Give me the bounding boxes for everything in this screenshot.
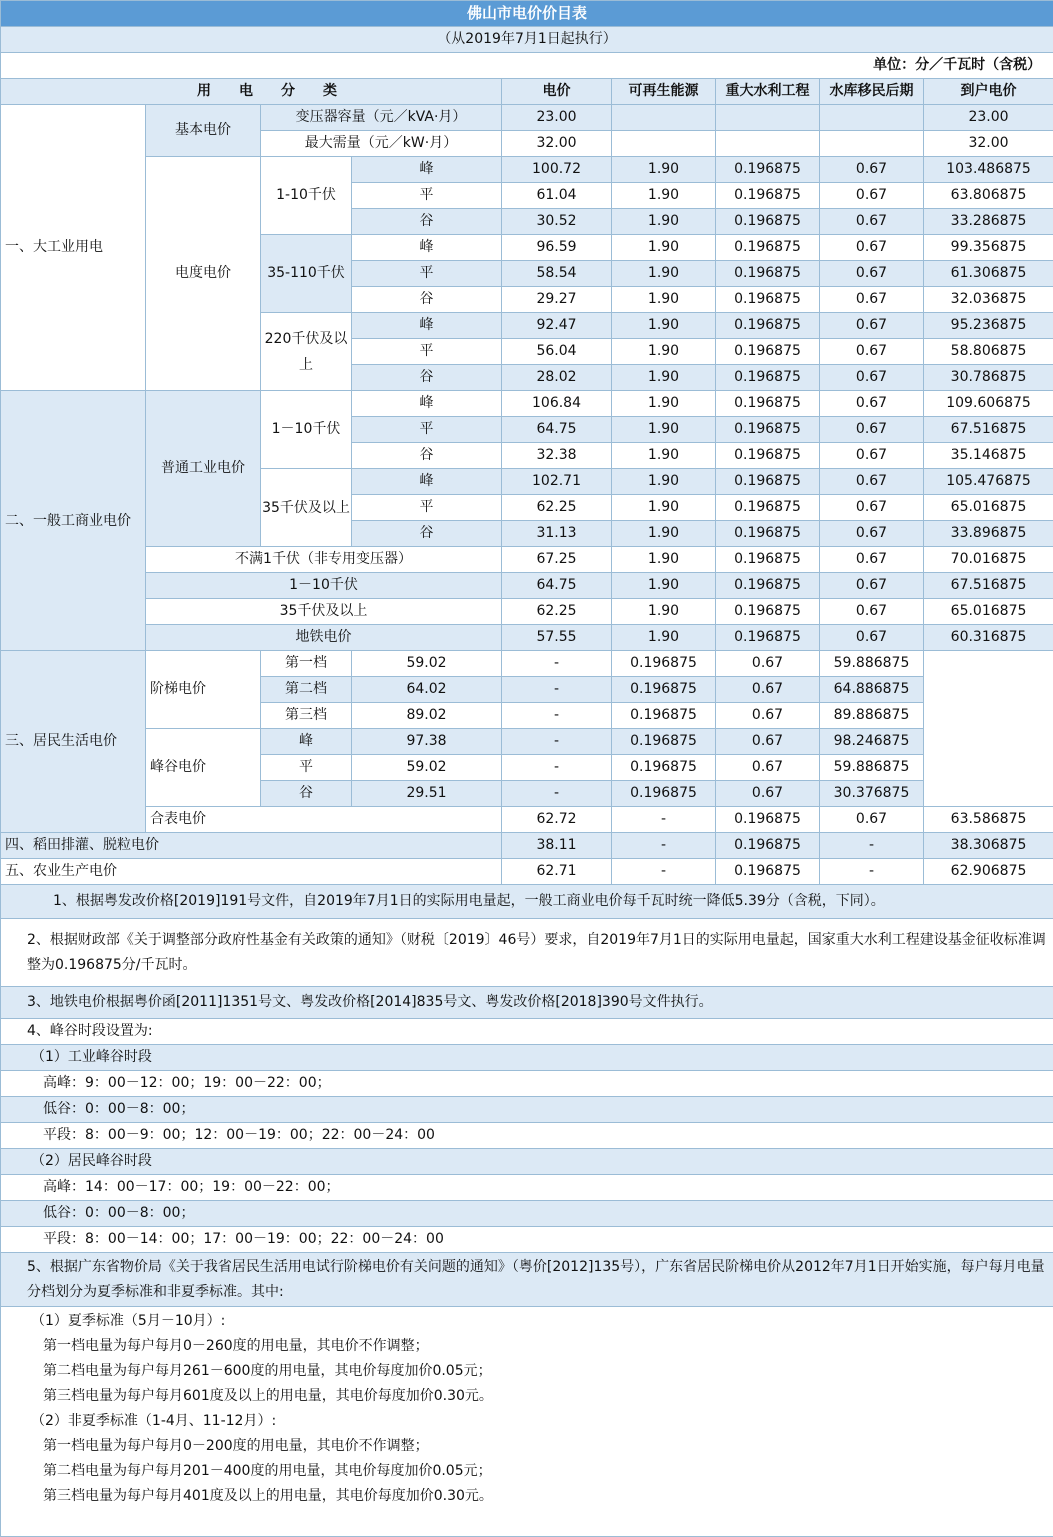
table-cell: 102.71 (502, 469, 612, 495)
table-cell: 89.886875 (820, 703, 924, 729)
table-cell: 62.25 (502, 495, 612, 521)
table-cell: 普通工业电价 (146, 391, 261, 547)
table-cell: 61.04 (502, 183, 612, 209)
table-cell: 0.67 (820, 183, 924, 209)
table-cell: 61.306875 (924, 261, 1053, 287)
table-cell: 92.47 (502, 313, 612, 339)
empty-cell (820, 131, 924, 157)
table-cell: 第二档 (261, 677, 352, 703)
table-cell: 60.316875 (924, 625, 1053, 651)
note-line: 平段：8：00－14：00；17：00－19：00；22：00－24：00 (1, 1227, 1053, 1253)
table-cell: 59.02 (352, 651, 502, 677)
table-cell: 0.67 (820, 157, 924, 183)
table-cell: 变压器容量（元／kVA·月） (261, 105, 502, 131)
table-row (1, 729, 1053, 755)
table-cell: 0.67 (820, 547, 924, 573)
table-cell: 0.196875 (716, 157, 820, 183)
table-cell: 64.75 (502, 573, 612, 599)
table-cell: 59.886875 (820, 651, 924, 677)
table-cell: 峰 (352, 157, 502, 183)
table-cell: 1.90 (612, 521, 716, 547)
table-cell: 地铁电价 (146, 625, 502, 651)
table-cell: （1）夏季标准（5月－10月）: (7, 1309, 1047, 1334)
table-cell: 峰 (352, 469, 502, 495)
table-cell: 100.72 (502, 157, 612, 183)
table-row (1, 833, 1053, 859)
table-row (1, 573, 1053, 599)
category-label: 四、稻田排灌、脱粒电价 (1, 833, 502, 859)
table-row (1, 807, 1053, 833)
note-line: 低谷：0：00－8：00； (1, 1201, 1053, 1227)
table-cell: 0.67 (716, 703, 820, 729)
table-cell: 62.25 (502, 599, 612, 625)
table-cell: 1.90 (612, 495, 716, 521)
table-cell: 67.25 (502, 547, 612, 573)
tier-standards (1, 1307, 1053, 1537)
table-cell: 1.90 (612, 157, 716, 183)
table-cell: 0.67 (716, 651, 820, 677)
table-cell: 谷 (352, 365, 502, 391)
table-cell: 0.196875 (716, 417, 820, 443)
table-cell: 38.11 (502, 833, 612, 859)
table-cell: 平 (352, 261, 502, 287)
table-cell: 28.02 (502, 365, 612, 391)
table-row (1, 599, 1053, 625)
table-cell: - (502, 703, 612, 729)
table-cell: 63.806875 (924, 183, 1053, 209)
table-cell: 0.196875 (716, 573, 820, 599)
table-cell: 第三档电量为每户每月601度及以上的用电量，其电价每度加价0.30元。 (7, 1384, 1047, 1409)
table-cell: 0.196875 (612, 755, 716, 781)
category-label: 二、一般工商业电价 (1, 391, 146, 651)
table-cell: 0.67 (716, 729, 820, 755)
table-cell: 0.196875 (716, 183, 820, 209)
table-cell: 峰 (261, 729, 352, 755)
table-cell: 23.00 (924, 105, 1053, 131)
table-cell: 0.67 (820, 417, 924, 443)
table-cell: 1.90 (612, 599, 716, 625)
table-cell: 0.196875 (716, 365, 820, 391)
table-cell: 谷 (261, 781, 352, 807)
table-cell: 56.04 (502, 339, 612, 365)
table-cell: 33.286875 (924, 209, 1053, 235)
table-cell: 32.38 (502, 443, 612, 469)
table-cell: 0.67 (820, 391, 924, 417)
table-cell: 0.196875 (612, 651, 716, 677)
table-cell: 67.516875 (924, 417, 1053, 443)
table-cell: 峰 (352, 235, 502, 261)
table-cell: 0.67 (716, 781, 820, 807)
table-cell: 1－10千伏 (261, 391, 352, 469)
category-label: 一、大工业用电 (1, 105, 146, 391)
table-cell: 38.306875 (924, 833, 1053, 859)
table-cell: - (502, 677, 612, 703)
table-cell: 平 (352, 339, 502, 365)
table-cell: 105.476875 (924, 469, 1053, 495)
table-cell: 0.196875 (716, 339, 820, 365)
unit-label: 单位：分／千瓦时（含税） (1, 53, 1053, 79)
effective-date: （从2019年7月1日起执行） (1, 27, 1053, 53)
table-cell: - (820, 833, 924, 859)
table-cell: 65.016875 (924, 599, 1053, 625)
table-cell: 0.196875 (716, 235, 820, 261)
table-cell: 0.196875 (716, 209, 820, 235)
table-cell: 阶梯电价 (146, 651, 261, 729)
table-cell: 62.72 (502, 807, 612, 833)
note-5: 5、根据广东省物价局《关于我省居民生活用电试行阶梯电价有关问题的通知》（粤价[2012]135号），广东省居民阶梯电价从2012年7月1日开始实施，每户每月电量分档划分为夏季标准和非夏季标准。其中: (1, 1253, 1053, 1307)
table-row (1, 157, 1053, 183)
table-cell: 62.906875 (924, 859, 1053, 885)
table-row (1, 859, 1053, 885)
table-cell: 0.196875 (716, 443, 820, 469)
table-row (1, 105, 1053, 131)
table-row (1, 547, 1053, 573)
table-cell: 1-10千伏 (261, 157, 352, 235)
table-cell: 平 (352, 495, 502, 521)
table-cell: 32.00 (502, 131, 612, 157)
table-cell: 35千伏及以上 (146, 599, 502, 625)
empty-cell (612, 105, 716, 131)
table-cell: 29.51 (352, 781, 502, 807)
note-3: 3、地铁电价根据粤价函[2011]1351号文、粤发改价格[2014]835号文、粤发改价格[2018]390号文件执行。 (1, 987, 1053, 1019)
table-cell: 谷 (352, 287, 502, 313)
table-cell: 1.90 (612, 573, 716, 599)
table-cell: 0.67 (820, 807, 924, 833)
table-cell: 95.236875 (924, 313, 1053, 339)
table-cell: 1.90 (612, 391, 716, 417)
table-cell: 1.90 (612, 469, 716, 495)
table-cell: 89.02 (352, 703, 502, 729)
table-cell: - (612, 833, 716, 859)
note-line: 低谷：0：00－8：00； (1, 1097, 1053, 1123)
table-cell: 1.90 (612, 209, 716, 235)
table-cell: 0.67 (820, 521, 924, 547)
table-cell: 62.71 (502, 859, 612, 885)
table-cell: 64.886875 (820, 677, 924, 703)
table-cell: 0.196875 (716, 599, 820, 625)
note-line: 平段：8：00－9：00；12：00－19：00；22：00－24：00 (1, 1123, 1053, 1149)
empty-cell (820, 105, 924, 131)
table-cell: 0.67 (820, 287, 924, 313)
table-cell: 不满1千伏（非专用变压器） (146, 547, 502, 573)
table-cell: 第一档 (261, 651, 352, 677)
table-cell: 0.196875 (612, 677, 716, 703)
table-cell: 0.196875 (716, 261, 820, 287)
table-cell: 35.146875 (924, 443, 1053, 469)
category-label: 五、农业生产电价 (1, 859, 502, 885)
table-cell: 29.27 (502, 287, 612, 313)
note-residential-title: （2）居民峰谷时段 (1, 1149, 1053, 1175)
table-cell: 0.196875 (612, 703, 716, 729)
table-cell: 64.02 (352, 677, 502, 703)
table-cell: 0.67 (820, 625, 924, 651)
table-cell: 1.90 (612, 313, 716, 339)
table-cell: 103.486875 (924, 157, 1053, 183)
table-cell: 30.786875 (924, 365, 1053, 391)
note-1: 1、根据粤发改价格[2019]191号文件，自2019年7月1日的实际用电量起，一般工商业电价每千瓦时统一降低5.39分（含税，下同）。 (1, 885, 1053, 919)
table-cell: 35千伏及以上 (261, 469, 352, 547)
header-final: 到户电价 (924, 79, 1053, 105)
energy-price-label: 电度电价 (146, 157, 261, 391)
table-cell: 0.67 (820, 235, 924, 261)
table-cell: 平 (352, 183, 502, 209)
table-row (1, 625, 1053, 651)
table-cell: 59.02 (352, 755, 502, 781)
basic-price-label: 基本电价 (146, 105, 261, 157)
table-cell: 106.84 (502, 391, 612, 417)
table-cell: 99.356875 (924, 235, 1053, 261)
table-cell: 合表电价 (146, 807, 502, 833)
table-cell: 1.90 (612, 547, 716, 573)
table-cell: 谷 (352, 209, 502, 235)
table-cell: 0.196875 (716, 469, 820, 495)
table-cell: 第二档电量为每户每月201－400度的用电量，其电价每度加价0.05元； (7, 1459, 1047, 1484)
table-cell: - (612, 807, 716, 833)
table-cell: 0.67 (820, 313, 924, 339)
table-cell: 0.67 (820, 365, 924, 391)
table-cell: 1.90 (612, 443, 716, 469)
header-reservoir: 水库移民后期 (820, 79, 924, 105)
table-cell: 97.38 (352, 729, 502, 755)
table-cell: 0.67 (820, 599, 924, 625)
category-label: 三、居民生活电价 (1, 651, 146, 833)
table-cell: 第二档电量为每户每月261－600度的用电量，其电价每度加价0.05元； (7, 1359, 1047, 1384)
table-cell: 96.59 (502, 235, 612, 261)
table-cell: 0.67 (820, 469, 924, 495)
table-cell: 220千伏及以上 (261, 313, 352, 391)
table-cell: 98.246875 (820, 729, 924, 755)
table-cell: - (502, 729, 612, 755)
table-cell: 第一档电量为每户每月0－200度的用电量，其电价不作调整； (7, 1434, 1047, 1459)
table-cell: 0.67 (820, 443, 924, 469)
header-renewable: 可再生能源 (612, 79, 716, 105)
table-cell: 67.516875 (924, 573, 1053, 599)
table-cell: （2）非夏季标准（1-4月、11-12月）: (7, 1409, 1047, 1434)
table-cell: 109.606875 (924, 391, 1053, 417)
table-cell: 0.67 (820, 209, 924, 235)
empty-cell (612, 131, 716, 157)
note-2: 2、根据财政部《关于调整部分政府性基金有关政策的通知》（财税〔2019〕46号）要求，自2019年7月1日的实际用电量起，国家重大水利工程建设基金征收标准调整为0.196875分/千瓦时。 (1, 919, 1053, 987)
table-cell: - (502, 651, 612, 677)
table-cell: 第一档电量为每户每月0－260度的用电量，其电价不作调整； (7, 1334, 1047, 1359)
table-cell: 1.90 (612, 261, 716, 287)
table-cell: 0.67 (820, 573, 924, 599)
table-cell: 58.806875 (924, 339, 1053, 365)
table-cell: - (820, 859, 924, 885)
table-cell: 1.90 (612, 339, 716, 365)
table-cell: 1.90 (612, 417, 716, 443)
page-title: 佛山市电价价目表 (1, 1, 1053, 27)
table-cell: 0.196875 (716, 391, 820, 417)
header-price: 电价 (502, 79, 612, 105)
table-cell: 平 (352, 417, 502, 443)
table-cell: 峰 (352, 391, 502, 417)
table-cell: - (502, 781, 612, 807)
note-line: 高峰：14：00－17：00；19：00－22：00； (1, 1175, 1053, 1201)
table-cell: 0.196875 (716, 521, 820, 547)
table-cell: 35-110千伏 (261, 235, 352, 313)
empty-cell (716, 105, 820, 131)
table-cell: 0.67 (820, 339, 924, 365)
table-cell: 23.00 (502, 105, 612, 131)
empty-cell (716, 131, 820, 157)
table-cell: 1.90 (612, 287, 716, 313)
header-water: 重大水利工程 (716, 79, 820, 105)
table-cell: 0.196875 (716, 313, 820, 339)
table-cell: 0.196875 (716, 807, 820, 833)
table-cell: 31.13 (502, 521, 612, 547)
table-cell: 0.196875 (716, 547, 820, 573)
note-industrial-title: （1）工业峰谷时段 (1, 1045, 1053, 1071)
table-cell: 峰 (352, 313, 502, 339)
table-row (1, 391, 1053, 417)
table-cell: 63.586875 (924, 807, 1053, 833)
table-cell: 峰谷电价 (146, 729, 261, 807)
note-line: 高峰：9：00－12：00；19：00－22：00； (1, 1071, 1053, 1097)
table-cell: 30.376875 (820, 781, 924, 807)
table-cell: 1.90 (612, 183, 716, 209)
table-cell: 58.54 (502, 261, 612, 287)
table-cell: 0.196875 (716, 287, 820, 313)
table-cell: - (502, 755, 612, 781)
table-cell: - (612, 859, 716, 885)
table-cell: 0.196875 (716, 495, 820, 521)
table-cell: 33.896875 (924, 521, 1053, 547)
table-cell: 57.55 (502, 625, 612, 651)
table-cell: 1.90 (612, 625, 716, 651)
table-cell: 0.196875 (716, 833, 820, 859)
table-cell: 第三档电量为每户每月401度及以上的用电量，其电价每度加价0.30元。 (7, 1484, 1047, 1509)
table-cell: 第三档 (261, 703, 352, 729)
table-cell: 最大需量（元／kW·月） (261, 131, 502, 157)
header-category: 用电分类 (1, 79, 502, 105)
note-4: 4、峰谷时段设置为: (1, 1019, 1053, 1045)
table-cell: 谷 (352, 443, 502, 469)
table-cell: 30.52 (502, 209, 612, 235)
table-cell: 0.67 (820, 495, 924, 521)
table-cell: 1.90 (612, 235, 716, 261)
table-cell: 0.196875 (716, 625, 820, 651)
table-row (1, 651, 1053, 677)
table-cell: 59.886875 (820, 755, 924, 781)
table-cell: 1.90 (612, 365, 716, 391)
table-cell: 0.67 (716, 755, 820, 781)
table-cell: 谷 (352, 521, 502, 547)
table-cell: 0.196875 (716, 859, 820, 885)
table-cell: 70.016875 (924, 547, 1053, 573)
table-cell: 32.00 (924, 131, 1053, 157)
table-cell: 0.196875 (612, 781, 716, 807)
table-cell: 0.196875 (612, 729, 716, 755)
table-cell: 64.75 (502, 417, 612, 443)
table-cell: 32.036875 (924, 287, 1053, 313)
table-cell: 65.016875 (924, 495, 1053, 521)
table-cell: 平 (261, 755, 352, 781)
table-cell: 1－10千伏 (146, 573, 502, 599)
table-cell: 0.67 (820, 261, 924, 287)
table-cell: 0.67 (716, 677, 820, 703)
